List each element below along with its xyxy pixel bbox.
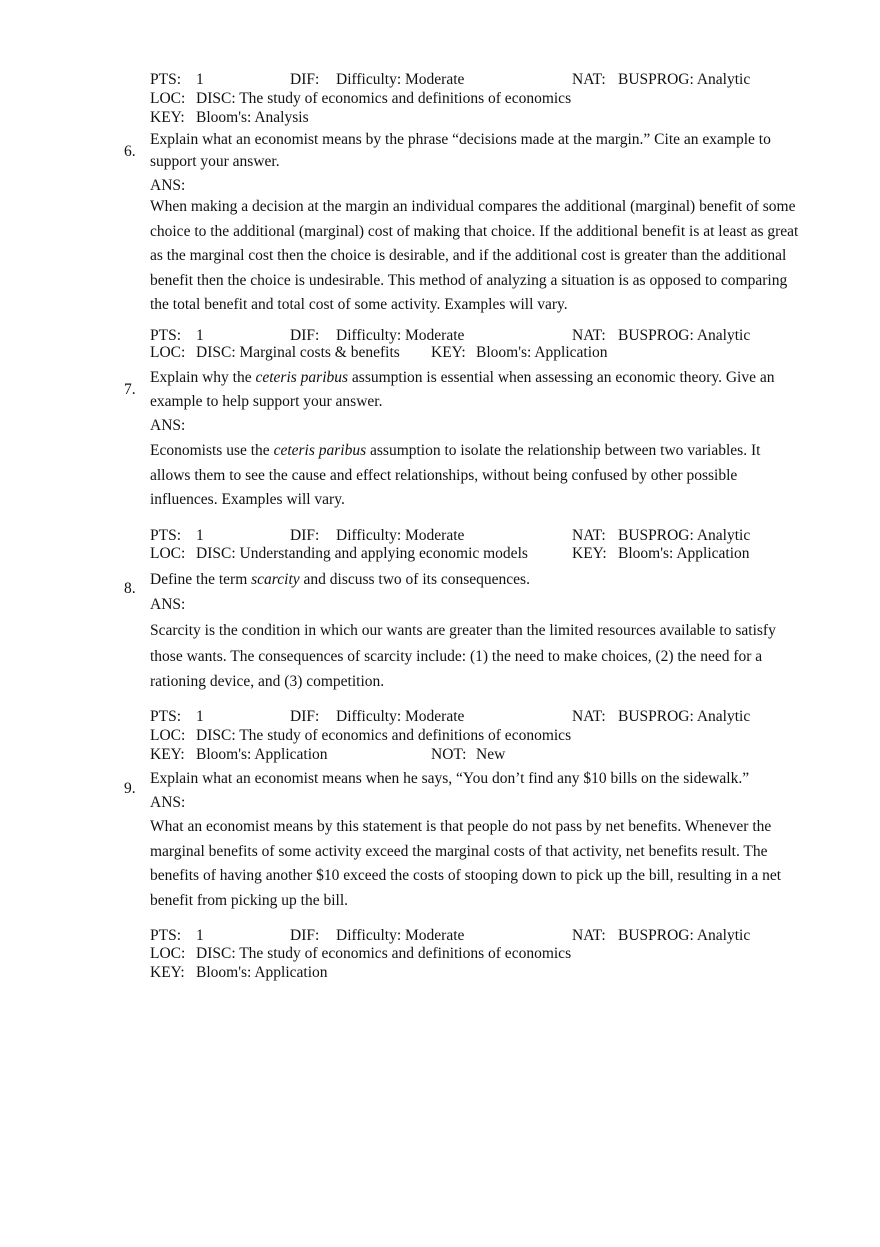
dif-label: DIF: bbox=[290, 71, 320, 88]
text-segment: assumption is essential when assessing an economic theory. Give an bbox=[348, 369, 775, 386]
text-segment: assumption to isolate the relationship between two variables. It allows them to see the cause and effect relationships, without being confused by other possible influences. Examples will vary. bbox=[150, 442, 761, 508]
answer-text: When making a decision at the margin an individual compares the additional (marginal) benefit of some choice to the additional (marginal) cost of making that choice. If the additional benefit is at least as great as the marginal cost then the choice is desirable, and if the additional cost is greater than the additional benefit then the choice is undesirable. This method of analyzing a situation is as opposed to comparing the total benefit and total cost of some activity. Examples will vary. bbox=[150, 198, 799, 313]
dif-label: DIF: bbox=[290, 327, 320, 344]
question-number: 7. bbox=[124, 381, 136, 398]
dif-label: DIF: bbox=[290, 708, 320, 725]
loc-value: DISC: The study of economics and definitions of economics bbox=[196, 90, 572, 107]
answer-text: Scarcity is the condition in which our wants are greater than the limited resources available to satisfy those wants. The consequences of scarcity include: (1) the need to make choices, (2) the need for a rationing device, and (3) competition. bbox=[150, 622, 776, 690]
key-value: Bloom's: Application bbox=[196, 964, 328, 981]
key-value: Bloom's: Application bbox=[196, 746, 328, 763]
question-text-line-1 bbox=[150, 367, 774, 389]
loc-label: LOC: bbox=[150, 727, 186, 744]
loc-value: DISC: Understanding and applying economic models bbox=[196, 545, 528, 562]
question-number: 8. bbox=[124, 580, 136, 597]
key-value: Bloom's: Application bbox=[476, 344, 608, 361]
key-value: Bloom's: Application bbox=[618, 545, 750, 562]
loc-value: DISC: The study of economics and definitions of economics bbox=[196, 727, 572, 744]
not-value: New bbox=[476, 746, 506, 763]
text-segment: and discuss two of its consequences. bbox=[299, 571, 530, 588]
nat-value: BUSPROG: Analytic bbox=[618, 708, 751, 725]
nat-value: BUSPROG: Analytic bbox=[618, 327, 751, 344]
question-text-line-1 bbox=[150, 569, 530, 591]
pts-label: PTS: bbox=[150, 327, 182, 344]
dif-value: Difficulty: Moderate bbox=[336, 71, 465, 88]
key-label: KEY: bbox=[431, 344, 466, 361]
ans-label: ANS: bbox=[150, 794, 186, 811]
nat-label: NAT: bbox=[572, 327, 606, 344]
not-label: NOT: bbox=[431, 746, 467, 763]
dif-label: DIF: bbox=[290, 527, 320, 544]
question-text-line-1: Explain what an economist means by the phrase “decisions made at the margin.” Cite an example to bbox=[150, 131, 771, 148]
italic-term: scarcity bbox=[251, 571, 300, 588]
loc-label: LOC: bbox=[150, 344, 186, 361]
loc-value: DISC: The study of economics and definitions of economics bbox=[196, 945, 572, 962]
loc-value: DISC: Marginal costs & benefits bbox=[196, 344, 400, 361]
question-text-line-2: support your answer. bbox=[150, 153, 280, 170]
key-label: KEY: bbox=[150, 746, 185, 763]
pts-value: 1 bbox=[196, 927, 204, 944]
loc-label: LOC: bbox=[150, 90, 186, 107]
question-text-line-2: example to help support your answer. bbox=[150, 393, 383, 410]
pts-label: PTS: bbox=[150, 927, 182, 944]
question-number: 9. bbox=[124, 780, 136, 797]
pts-value: 1 bbox=[196, 71, 204, 88]
nat-value: BUSPROG: Analytic bbox=[618, 527, 751, 544]
question-text-line-1: Explain what an economist means when he says, “You don’t find any $10 bills on the sidewalk.” bbox=[150, 770, 750, 787]
loc-label: LOC: bbox=[150, 945, 186, 962]
nat-value: BUSPROG: Analytic bbox=[618, 927, 751, 944]
answer-text: What an economist means by this statement is that people do not pass by net benefits. Whenever the marginal benefits of some activity exceed the marginal costs of that activity, net benefits result. The benefits of having another $10 exceed the costs of stooping down to pick up the bill, resulting in a net benefit from picking up the bill. bbox=[150, 818, 782, 909]
text-segment: Explain why the bbox=[150, 369, 256, 386]
ans-label: ANS: bbox=[150, 417, 186, 434]
pts-label: PTS: bbox=[150, 527, 182, 544]
pts-value: 1 bbox=[196, 527, 204, 544]
loc-label: LOC: bbox=[150, 545, 186, 562]
pts-value: 1 bbox=[196, 708, 204, 725]
dif-value: Difficulty: Moderate bbox=[336, 927, 465, 944]
nat-label: NAT: bbox=[572, 708, 606, 725]
text-segment: Economists use the bbox=[150, 442, 274, 459]
pts-value: 1 bbox=[196, 327, 204, 344]
dif-value: Difficulty: Moderate bbox=[336, 527, 465, 544]
dif-value: Difficulty: Moderate bbox=[336, 708, 465, 725]
key-value: Bloom's: Analysis bbox=[196, 109, 309, 126]
key-label: KEY: bbox=[150, 964, 185, 981]
pts-label: PTS: bbox=[150, 708, 182, 725]
ans-label: ANS: bbox=[150, 177, 186, 194]
nat-value: BUSPROG: Analytic bbox=[618, 71, 751, 88]
nat-label: NAT: bbox=[572, 927, 606, 944]
italic-term: ceteris paribus bbox=[255, 369, 349, 386]
dif-label: DIF: bbox=[290, 927, 320, 944]
nat-label: NAT: bbox=[572, 527, 606, 544]
key-label: KEY: bbox=[572, 545, 607, 562]
answer-text bbox=[150, 439, 790, 513]
dif-value: Difficulty: Moderate bbox=[336, 327, 465, 344]
italic-term: ceteris paribus bbox=[273, 442, 367, 459]
question-number: 6. bbox=[124, 143, 136, 160]
text-segment: Define the term bbox=[150, 571, 252, 588]
key-label: KEY: bbox=[150, 109, 185, 126]
pts-label: PTS: bbox=[150, 71, 182, 88]
nat-label: NAT: bbox=[572, 71, 606, 88]
ans-label: ANS: bbox=[150, 596, 186, 613]
